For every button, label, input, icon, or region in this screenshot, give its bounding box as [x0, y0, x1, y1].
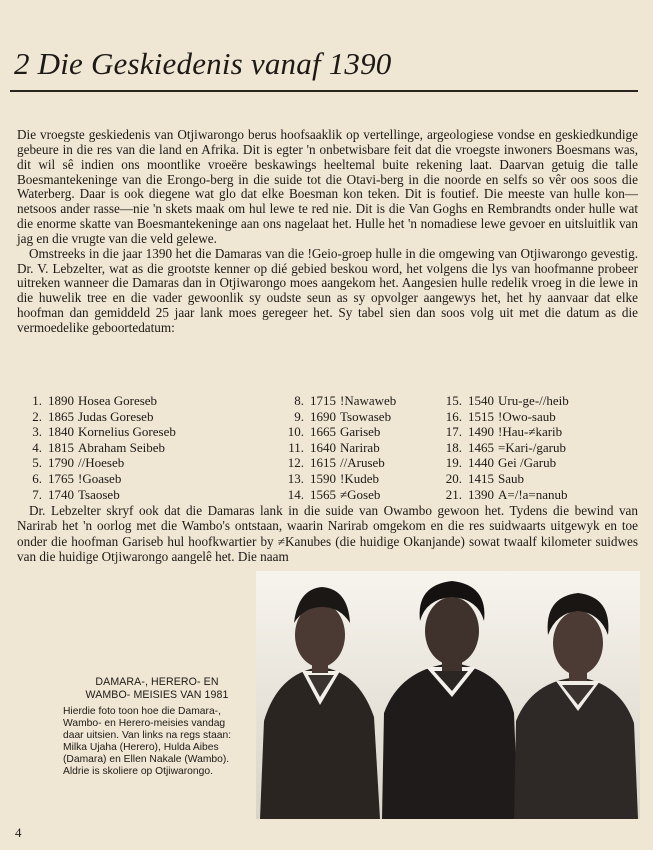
continuation-text — [17, 503, 638, 565]
chief-entry: 15. 1540 Uru-ge-//heib — [445, 393, 569, 408]
chief-entry: 13. 1590 !Kudeb — [287, 470, 379, 486]
chief-entry: 19. 1440 Gei /Garub — [445, 455, 557, 471]
chief-entry: 2. 1865 Judas Goreseb — [32, 408, 154, 424]
chief-entry: 11. 1640 Narirab — [288, 439, 380, 455]
chief-entry: 12. 1615 //Aruseb — [287, 455, 385, 471]
chief-entry: 5. 1790 //Hoeseb — [32, 455, 125, 471]
chief-entry: 16. 1515 !Owo-saub — [445, 408, 556, 424]
chief-entry: 3. 1840 Kornelius Goreseb — [32, 424, 176, 440]
intro-text — [17, 128, 638, 336]
chief-entry: 17. 1490 !Hau-≠karib — [445, 424, 563, 440]
chapter-title: 2 Die Geskiedenis vanaf 1390 — [14, 46, 392, 81]
chief-entry: 14. 1565 ≠Goseb — [287, 486, 381, 502]
paragraph-2: Omstreeks in die jaar 1390 het die Damaras van die !Geio-groep hulle in die omgewing van Otjiwarongo gevestig. Dr. V. Lebzelter, wat as die grootste kenner op dié gebied beskou word, het volgens die lys van hoofmanne probeer uitreken wanneer die Damaras dan in Otjiwarongo moes aangekom het. Aangesien hulle redelik vroeg in die lewe in die huwelik tree en die vader gewoonlik sy oudste seun as sy opvolger aangewys het, het hy aanvaar dat elke hoofman dan gemiddeld 25 jaar lank moes geregeer het. Sy tabel sien dan soos volg uit met die datum as die vermoedelike geboortedatum: — [17, 245, 638, 335]
chief-entry: 20. 1415 Saub — [445, 470, 524, 486]
caption-text: Hierdie foto toon hoe die Damara-, Wambo- en Herero-meisies vandag daar uitsien. Van links na regs staan: Milka Ujaha (Herero), Hulda Aibes (Damara) en Ellen Nakale (Wambo). Aldrie is skoliere op Otjiwarongo. — [63, 706, 232, 778]
chief-entry: 9. 1690 Tsowaseb — [294, 408, 392, 424]
chief-entry: 21. 1390 A=/!a=nanub — [445, 486, 568, 502]
title-rule — [10, 90, 638, 92]
chief-entry: 10. 1665 Gariseb — [287, 424, 381, 440]
chief-entry: 7. 1740 Tsaoseb — [32, 486, 120, 502]
chief-entry: 18. 1465 =Kari-/garub — [445, 439, 566, 455]
chief-list-column-1 — [20, 393, 260, 502]
caption-heading: DAMARA-, HERERO- EN WAMBO- MEISIES VAN 1981 — [85, 676, 229, 701]
page-number: 4 — [15, 825, 22, 840]
chief-list-column-2 — [272, 393, 442, 502]
chief-entry: 4. 1815 Abraham Seibeb — [32, 439, 166, 455]
chief-entry: 8. 1715 !Nawaweb — [294, 393, 397, 408]
chief-entry: 1. 1890 Hosea Goreseb — [32, 393, 158, 408]
chief-entry: 6. 1765 !Goaseb — [32, 470, 122, 486]
group-photo — [256, 571, 640, 819]
paragraph-3: Dr. Lebzelter skryf ook dat die Damaras lank in die suide van Owambo gewoon het. Tydens die bewind van Narirab het 'n oorlog met die Wambo's ontstaan, waarin Narirab omgekom en die res suidwaarts uitgewyk en toe onder die hoofman Gariseb hul hoofkwartier by ≠Kanubes (die huidige Okanjande) sowat twaalf kilometer suidwes van die huidige Otjiwarongo aangelê het. Die naam — [17, 503, 638, 565]
photo-illustration — [256, 571, 640, 819]
chief-list-column-3 — [430, 393, 640, 502]
paragraph-1: Die vroegste geskiedenis van Otjiwarongo berus hoofsaaklik op vertellinge, argeologiese vondse en geskiedkundige gebeure in die res van die land en Afrika. Dit is egter 'n onbetwisbare feit dat die vroegste inwoners Boesmans was, dit wil sê indien ons moontlike vroeëre beskawings heeltemal buite rekening laat. Daarvan getuig die talle Boesmantekeninge van die Erongo-berg in die suide tot die Otavi-berg in die noorde en selfs so vêr oos soos die Waterberg. Daar is ook diegene wat glo dat elke Boesman kon teken. Dit is foutief. Die meeste van hulle kon—netsoos ander rasse—nie 'n skets maak om hul lewe te red nie. Dit is die Van Goghs en Rembrandts onder hulle wat die enorme skatte van Boesmantekeninge aan ons nagelaat het. Hulle het 'n nomadiese lewe gevoer en uitsluitlik van jag en die vrugte van die veld gelewe. — [17, 127, 638, 246]
photo-caption — [63, 676, 251, 779]
